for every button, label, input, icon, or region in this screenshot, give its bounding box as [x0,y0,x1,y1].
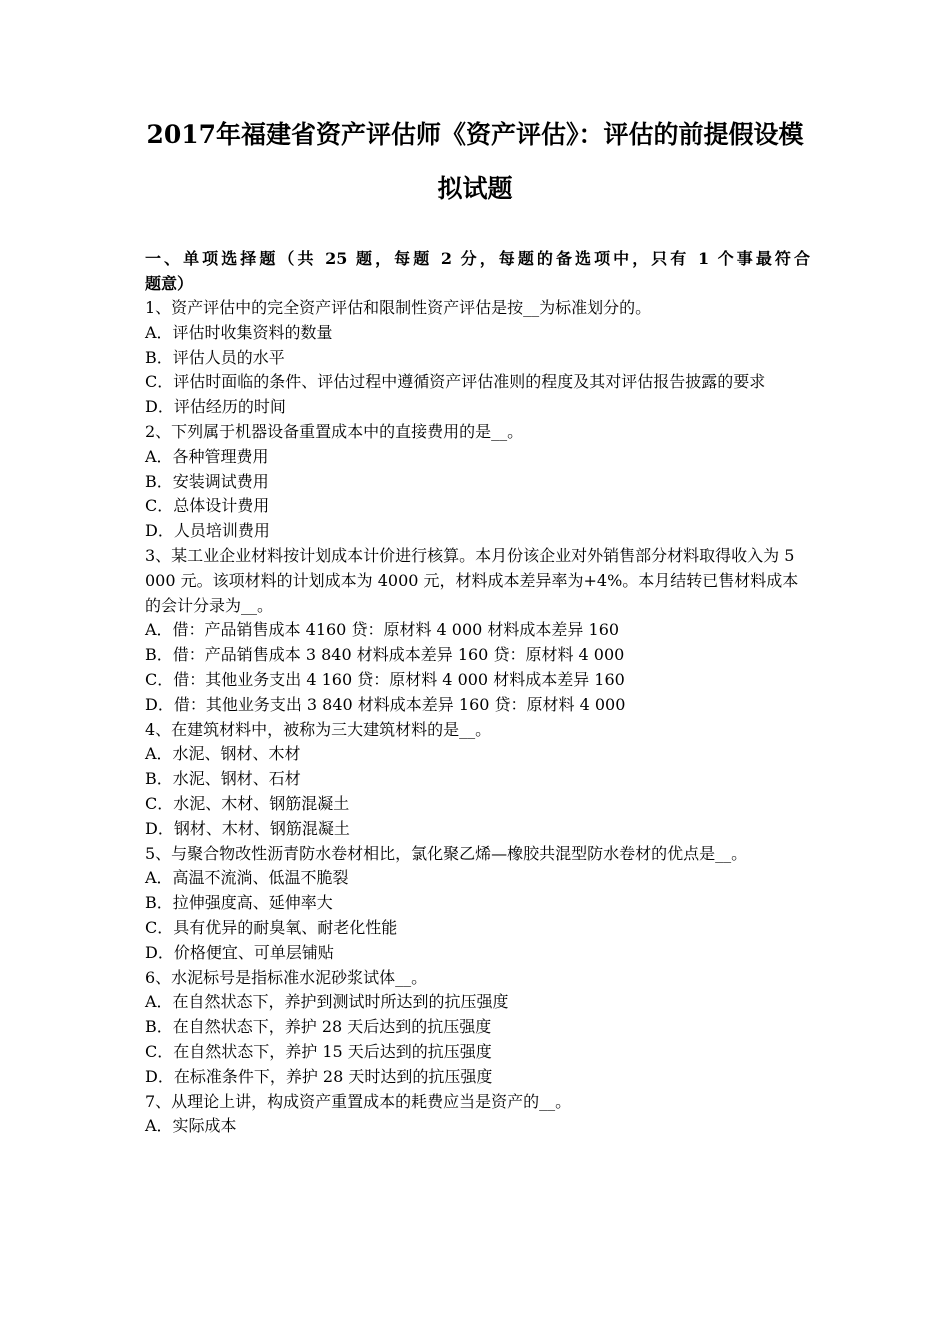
question-stem: 1、资产评估中的完全资产评估和限制性资产评估是按__为标准划分的。 [145,298,652,317]
answer-option: C．水泥、木材、钢筋混凝土 [145,793,350,813]
answer-option: A．借：产品销售成本 4160 贷：原材料 4 000 材料成本差异 160 [145,620,620,640]
document-title-line-2: 拟试题 [437,174,513,203]
answer-option: A．评估时收集资料的数量 [145,322,333,342]
answer-option: A．在自然状态下，养护到测试时所达到的抗压强度 [145,992,509,1012]
answer-option: C．评估时面临的条件、评估过程中遵循资产评估准则的程度及其对评估报告披露的要求 [145,372,766,392]
answer-option: A．实际成本 [145,1116,237,1136]
answer-option: D．人员培训费用 [145,521,270,541]
answer-option: C．借：其他业务支出 4 160 贷：原材料 4 000 材料成本差异 160 [145,669,625,689]
answer-option: D．在标准条件下，养护 28 天时达到的抗压强度 [145,1066,493,1086]
answer-option: A．水泥、钢材、木材 [145,744,301,764]
answer-option: B．在自然状态下，养护 28 天后达到的抗压强度 [145,1017,492,1037]
section-heading-line-2: 题意） [145,274,194,293]
question-stem: 7、从理论上讲，构成资产重置成本的耗费应当是资产的__。 [145,1091,572,1111]
answer-option: D．钢材、木材、钢筋混凝土 [145,818,350,838]
question-stem: 6、水泥标号是指标准水泥砂浆试体__。 [145,967,428,987]
document-title-line-1: 2017年福建省资产评估师《资产评估》：评估的前提假设模 [146,120,804,149]
answer-option: C．在自然状态下，养护 15 天后达到的抗压强度 [145,1041,492,1061]
question-stem: 5、与聚合物改性沥青防水卷材相比，氯化聚乙烯—橡胶共混型防水卷材的优点是__。 [145,843,748,863]
answer-option: B．借：产品销售成本 3 840 材料成本差异 160 贷：原材料 4 000 [145,645,625,665]
question-stem: 3、某工业企业材料按计划成本计价进行核算。本月份该企业对外销售部分材料取得收入为 5 000 元。该项材料的计划成本为 4000 元，材料成本差异率为+4%。本月结转已售材料成本的会计分录为__。 [145,545,799,615]
question-list [145,296,810,1139]
answer-option: B．安装调试费用 [145,471,269,491]
answer-option: B．水泥、钢材、石材 [145,769,301,789]
section-heading-line-1: 一、单项选择题（共 25 题，每题 2 分，每题的备选项中，只有 1 个事最符合 [145,249,810,268]
answer-option: A．高温不流淌、低温不脆裂 [145,868,349,888]
answer-option: B．评估人员的水平 [145,347,285,367]
answer-option: D．价格便宜、可单层铺贴 [145,942,334,962]
question-stem: 2、下列属于机器设备重置成本中的直接费用的是__。 [145,421,524,441]
question-stem: 4、在建筑材料中，被称为三大建筑材料的是__。 [145,719,492,739]
answer-option: B．拉伸强度高、延伸率大 [145,893,333,913]
answer-option: C．具有优异的耐臭氧、耐老化性能 [145,917,398,937]
answer-option: C．总体设计费用 [145,496,270,516]
answer-option: D．借：其他业务支出 3 840 材料成本差异 160 贷：原材料 4 000 [145,694,626,714]
answer-option: A．各种管理费用 [145,446,269,466]
section-heading [145,246,810,296]
answer-option: D．评估经历的时间 [145,397,286,417]
